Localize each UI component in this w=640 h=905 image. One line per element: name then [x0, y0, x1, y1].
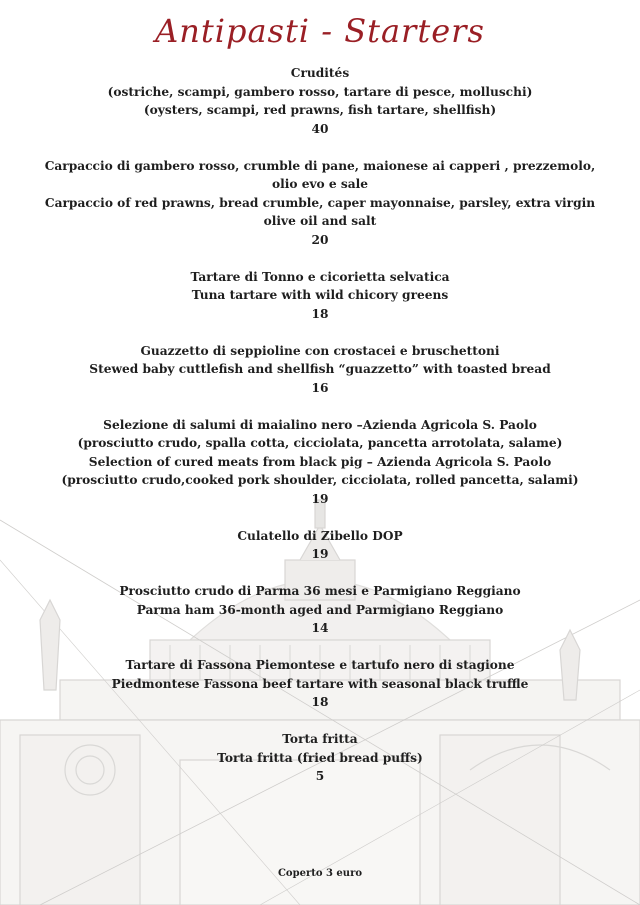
menu-item-price: 16 [311, 380, 329, 395]
menu-item-description: Parma ham 36-month aged and Parmigiano Reggiano [136, 602, 504, 617]
menu-item-description: Selection of cured meats from black pig – Azienda Agricola S. Paolo [88, 454, 552, 469]
menu-item-price: 19 [311, 547, 329, 561]
menu-item-description: (prosciutto crudo,cooked pork shoulder, cicciolata, rolled pancetta, salami) [61, 473, 579, 487]
menu-item-price: 5 [315, 769, 325, 783]
menu-item-price: 40 [311, 121, 329, 136]
menu-item [0, 730, 640, 786]
menu-item [0, 416, 640, 509]
menu-item-price: 19 [311, 491, 329, 506]
cover-charge-note: Coperto 3 euro [277, 868, 363, 879]
menu-item-description: Tartare di Fassona Piemontese e tartufo nero di stagione [125, 658, 515, 672]
menu-item-description: Carpaccio of red prawns, bread crumble, caper mayonnaise, parsley, extra virgin olive oil and salt [44, 195, 596, 228]
menu-item-description: Torta fritta (fried bread puffs) [217, 750, 423, 765]
menu-item-description: Tartare di Tonno e cicorietta selvatica [190, 269, 450, 284]
menu-item [0, 656, 640, 712]
menu-item-description: Torta fritta [282, 732, 358, 746]
menu-item-description: Prosciutto crudo di Parma 36 mesi e Parmigiano Reggiano [119, 584, 521, 598]
menu-item-price: 18 [311, 306, 329, 321]
menu-item [0, 64, 640, 138]
menu-item-description: Guazzetto di seppioline con crostacei e bruschettoni [140, 343, 500, 358]
menu-item [0, 342, 640, 398]
menu-item-description: (prosciutto crudo, spalla cotta, cicciolata, pancetta arrotolata, salame) [77, 436, 563, 450]
menu-item-description: Selezione di salumi di maialino nero –Azienda Agricola S. Paolo [103, 417, 537, 432]
menu-item-price: 20 [311, 232, 329, 247]
menu-item-description: Tuna tartare with wild chicory greens [191, 288, 449, 302]
menu-item [0, 268, 640, 324]
menu-items-list [0, 64, 640, 804]
menu-item-description: (oysters, scampi, red prawns, fish tartare, shellfish) [143, 103, 497, 117]
menu-title: Antipasti - Starters [155, 12, 485, 50]
menu-item-description: Stewed baby cuttlefish and shellfish “guazzetto” with toasted bread [89, 362, 551, 376]
menu-item-description: Carpaccio di gambero rosso, crumble di pane, maionese ai capperi , prezzemolo, olio evo e sale [44, 158, 596, 191]
menu-item [0, 582, 640, 638]
menu-item-description: Crudités [290, 66, 350, 80]
menu-item [0, 527, 640, 564]
menu-item-description: Piedmontese Fassona beef tartare with seasonal black truffle [111, 676, 529, 691]
menu-item-price: 18 [311, 695, 329, 709]
menu-item [0, 157, 640, 250]
menu-item-price: 14 [311, 621, 329, 635]
menu-item-description: Culatello di Zibello DOP [237, 528, 403, 543]
menu-item-description: (ostriche, scampi, gambero rosso, tartare di pesce, molluschi) [107, 84, 533, 99]
